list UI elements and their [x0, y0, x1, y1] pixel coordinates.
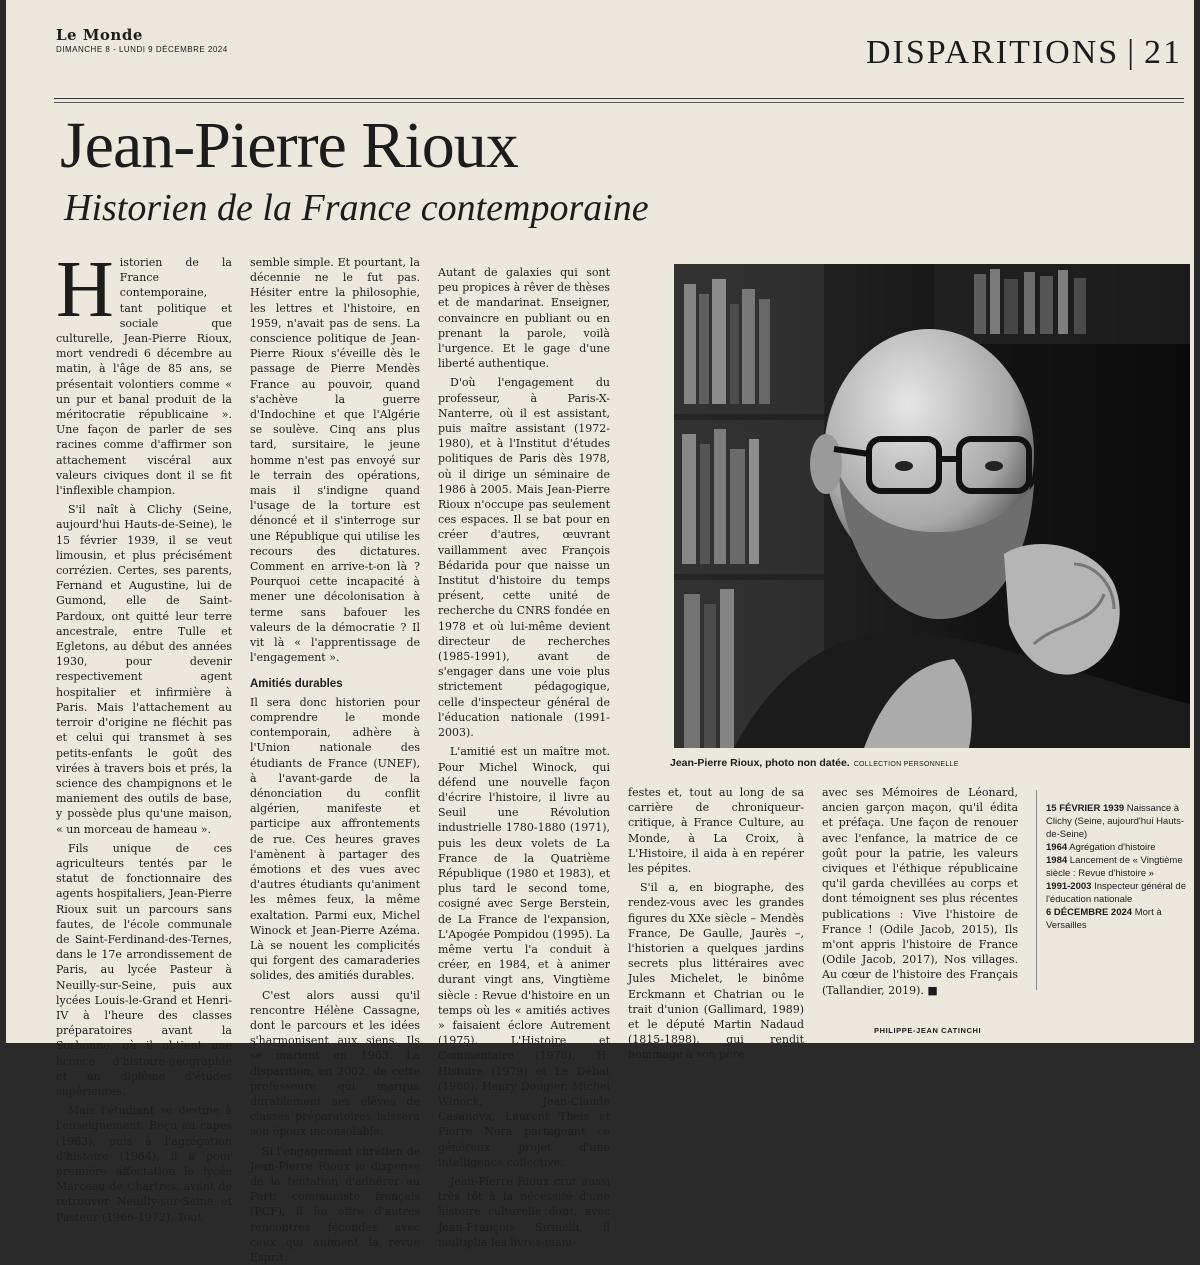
section-separator: |	[1127, 34, 1136, 71]
issue-date: DIMANCHE 8 - LUNDI 9 DÉCEMBRE 2024	[56, 45, 228, 54]
article-subtitle: Historien de la France contemporaine	[64, 187, 649, 229]
newspaper-page	[6, 0, 1194, 1264]
paragraph: S'il naît à Clichy (Seine, aujourd'hui Hauts-de-Seine), le 15 février 1939, il se veut limousin, et plus précisément corrézien. Certes, ses parents, Fernand et Augustine, lui de Gumond, elle de Saint-Pardoux, ont quitté leur terre ancestrale, entre Tulle et Egletons, au début des années 1930, pour devenir respectivement agent hospitalier et infirmière à Paris. Mais l'attachement au terroir d'origine ne fléchit pas et celui qui transmet à ses petits-enfants le goût des virées à travers bois et prés, la science des champignons et le maniement des outils de base, y possède plus qu'une maison, « un morceau de hameau ».	[56, 503, 232, 836]
paragraph: Historien de la France contemporaine, tant politique et sociale que culturelle, Jean-Pierre Rioux, mort vendredi 6 décembre au matin, à l'âge de 85 ans, se présentait volontiers comme « un pur et banal produit de la méritocratie républicaine ». Une façon de parler de ses racines comme d'affirmer son attachement viscéral aux valeurs civiques dont il se fit l'inflexible champion.	[56, 246, 232, 498]
timeline-item: 1964 Agrégation d'histoire	[1046, 842, 1156, 853]
paragraph: Autant de galaxies qui sont peu propices à rêver de thèses et de mandarinat. Enseigner, convaincre en publiant ou en prenant la parole, voilà l'urgence. Et le gage d'une liberté authentique.	[438, 266, 610, 371]
article-column-4	[628, 785, 804, 1063]
caption-text: Jean-Pierre Rioux, photo non datée.	[670, 757, 850, 769]
timeline-item: 1991-2003 Inspecteur général de l'éducation nationale	[1046, 881, 1186, 905]
paragraph: C'est alors aussi qu'il rencontre Hélène Cassagne, dont le parcours et les idées s'harmonisent aux siens. Ils se marient en 1963. La disparition, en 2002, de cette professeure qui marqua durablement ses élèves de classes préparatoires laissera son époux inconsolable.	[250, 988, 420, 1139]
paragraph: Mais l'étudiant se destine à l'enseignement. Reçu au capes (1963), puis à l'agrégation d'histoire (1964), il a pour première affectation le lycée Marceau de Chartres, avant de retrouver Neuilly-sur-Seine et Pasteur (1966-1972). Tout	[56, 1104, 232, 1224]
paragraph: semble simple. Et pourtant, la décennie ne le fut pas. Hésiter entre la philosophie, les lettres et l'histoire, en 1959, n'avait pas de sens. La conscience politique de Jean-Pierre Rioux s'éveille dès le passage de Pierre Mendès France au pouvoir, quand s'achève la guerre d'Indochine et que l'Algérie se soulève. Cinq ans plus tard, sursitaire, le jeune homme n'est pas envoyé sur le terrain des opérations, mais il s'indigne quand l'usage de la torture est dénoncé et il s'interroge sur une République qui utilise les recours des dictatures. Comment en arrive-t-on là ? Pourquoi cette incapacité à mener une décolonisation à terme sans bafouer les valeurs de la démocratie ? Il vit là « l'apprentissage de l'engagement ».	[250, 256, 420, 665]
header-rule	[54, 98, 1184, 99]
paragraph: Il sera donc historien pour comprendre le monde contemporain, adhère à l'Union nationale des étudiants de France (UNEF), à l'avant-garde de la dénonciation du conflit algérien, manifeste et participe aux affrontements de rue. Ces heures graves l'amènent à partager des émotions et des vues avec d'autres étudiants qu'animent les mêmes feux, la même exaltation. Parmi eux, Michel Winock et Jean-Pierre Azéma. Là se nouent les complicités qui forgent des camaraderies solides, des amitiés durables.	[250, 695, 420, 983]
newspaper-logo: Le Monde	[56, 26, 143, 44]
portrait-illustration	[674, 264, 1190, 748]
timeline-divider	[1036, 790, 1037, 990]
drop-cap: H	[56, 246, 114, 334]
portrait-photo	[674, 264, 1190, 748]
header-rule-thin	[54, 102, 1184, 103]
photo-caption	[670, 757, 959, 769]
timeline-box	[1046, 802, 1194, 932]
paragraph: Jean-Pierre Rioux crut aussi très tôt à la nécessité d'une histoire culturelle dont, avec Jean-François Sirinelli, il multiplia les livres-mani-	[438, 1174, 610, 1249]
paragraph: S'il a, en biographe, des rendez-vous avec les grandes figures du XXe siècle – Mendès France, De Gaulle, Jaurès –, l'historien a quelques jardins secrets plus littéraires avec Jules Michelet, le binôme Erckmann et Chatrian ou le trait d'union (Gallimard, 1989) et le député Martin Nadaud (1815-1898), qui rendit hommage à son père	[628, 881, 804, 1062]
article-headline: Jean-Pierre Rioux	[60, 109, 518, 182]
section-header	[866, 34, 1182, 72]
paragraph: Fils unique de ces agriculteurs tentés par le statut de fonctionnaire des agents hospitaliers, Jean-Pierre Rioux suit un parcours sans fautes, de l'école communale de Saint-Ferdinand-des-Ternes, dans le 17e arrondissement de Paris, au lycée Pasteur à Neuilly-sur-Seine, puis aux lycées Louis-le-Grand et Henri-IV à l'heure des classes préparatoires avant la Sorbonne, où il obtient une licence d'histoire-géographie et un diplôme d'études supérieures.	[56, 841, 232, 1098]
paragraph: avec ses Mémoires de Léonard, ancien garçon maçon, qu'il édita et préfaça. Une façon de renouer avec l'enfance, la matrice de ce goût pour la patrie, les valeurs civiques et l'éthique républicaine qu'il garda chevillées au corps et dont témoignent ses plus récentes publications : Vive l'histoire de France ! (Odile Jacob, 2015), Ils m'ont appris l'histoire de France (Odile Jacob, 2017), Nos villages. Au cœur de l'histoire des Français (Tallandier, 2019). ■	[822, 786, 1018, 997]
article-column-2	[250, 255, 420, 1265]
article-column-5	[822, 785, 1018, 998]
article-column-3	[438, 265, 610, 1250]
timeline-item: 6 DÉCEMBRE 2024 Mort à Versailles	[1046, 907, 1162, 931]
author-signature: PHILIPPE-JEAN CATINCHI	[874, 1026, 982, 1035]
article-column-1	[56, 246, 232, 1225]
timeline-item: 1984 Lancement de « Vingtième siècle : Revue d'histoire »	[1046, 855, 1183, 879]
paragraph: festes et, tout au long de sa carrière de chroniqueur-critique, à France Culture, au Monde, à La Croix, à L'Histoire, il aida à en repérer les pépites.	[628, 786, 804, 876]
paragraph: Si l'engagement chrétien de Jean-Pierre Rioux le dispense de la tentation d'adhérer au Parti communiste français (PCF), il lui offre d'autres rencontres fécondes avec ceux qui animent la revue Esprit.	[250, 1144, 420, 1264]
photo-credit: COLLECTION PERSONNELLE	[853, 761, 959, 768]
masthead	[56, 26, 228, 54]
paragraph: D'où l'engagement du professeur, à Paris-X-Nanterre, où il est assistant, puis maître assistant (1972-1980), et à l'Institut d'études politiques de Paris dès 1978, où il dirige un séminaire de 1986 à 2005. Mais Jean-Pierre Rioux n'occupe pas seulement ces espaces. Il se bat pour en créer d'autres, œuvrant vaillamment avec François Bédarida pour que naisse un Institut d'histoire du temps présent, cette unité de recherche du CNRS fondée en 1978 et où lui-même devient directeur de recherches (1985-1991), avant de s'engager dans une voie plus strictement pédagogique, celle d'inspecteur général de l'éducation nationale (1991-2003).	[438, 376, 610, 740]
paragraph: L'amitié est un maître mot. Pour Michel Winock, qui défend une nouvelle façon d'écrire l'histoire, il livre au Seuil une Révolution industrielle 1780-1880 (1971), puis les deux volets de La France de la Quatrième République (1980 et 1983), et plus tard le second tome, cosigné avec Serge Berstein, de La France de l'expansion, L'Apogée Pompidou (1995). La même vertu l'a conduit à créer, en 1984, et à animer durant vingt ans, Vingtième siècle : Revue d'histoire en un temps où les « amitiés actives » faisaient éclore Autrement (1975), L'Histoire et Commentaire (1978), H-Histoire (1979) et Le Débat (1980), Henry Dougier, Michel Winock, Jean-Claude Casanova, Laurent Theis et Pierre Nora partageant ce généreux projet d'une intelligence collective.	[438, 745, 610, 1169]
page-number: 21	[1144, 34, 1182, 71]
section-name: DISPARITIONS	[865, 34, 1120, 71]
article-subhead: Amitiés durables	[250, 678, 343, 691]
timeline-item: 15 FÉVRIER 1939 Naissance à Clichy (Seine, aujourd'hui Hauts-de-Seine)	[1046, 803, 1185, 840]
